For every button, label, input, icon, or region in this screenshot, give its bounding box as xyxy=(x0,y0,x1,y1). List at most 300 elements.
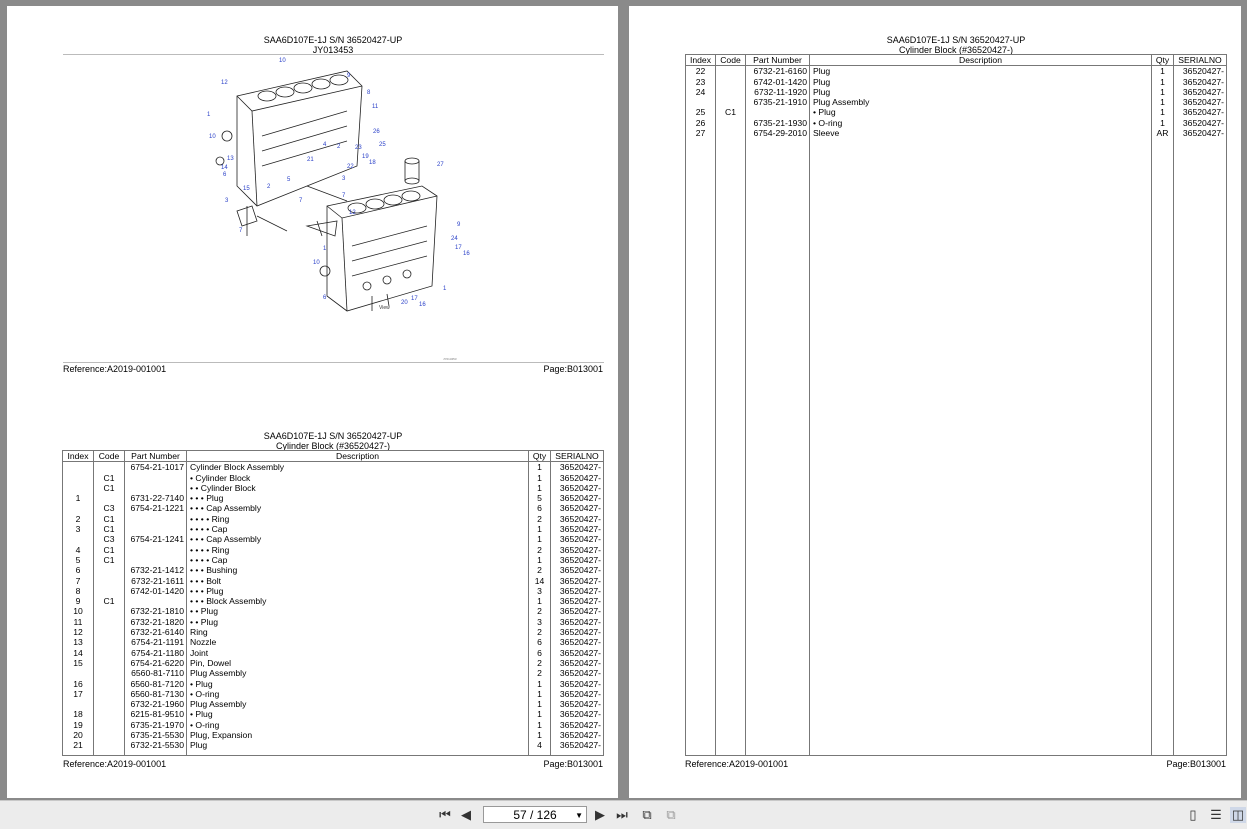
svg-text:14: 14 xyxy=(221,165,228,171)
svg-text:7: 7 xyxy=(342,193,346,199)
cell-description: • • • • Cap xyxy=(187,524,529,534)
table-row xyxy=(63,627,604,637)
cell-description: • • • Cap Assembly xyxy=(187,503,529,513)
cell-code xyxy=(94,586,125,596)
cell-part-number: 6732-21-1810 xyxy=(125,606,187,616)
cell-serialno: 36520427- xyxy=(551,668,604,678)
cell-serialno: 36520427- xyxy=(551,699,604,709)
table-filler xyxy=(63,751,604,756)
table-row xyxy=(63,524,604,534)
table-row xyxy=(63,658,604,668)
table-row xyxy=(63,514,604,524)
cell-qty: 2 xyxy=(529,658,551,668)
cell-serialno: 36520427- xyxy=(551,740,604,750)
cell-description: Plug xyxy=(810,66,1152,77)
svg-text:24: 24 xyxy=(451,236,458,242)
cell-serialno: 36520427- xyxy=(551,565,604,575)
cell-part-number: 6754-21-1191 xyxy=(125,637,187,647)
svg-text:12: 12 xyxy=(221,80,228,86)
cell-index: 8 xyxy=(63,586,94,596)
cell-code xyxy=(94,720,125,730)
svg-text:6: 6 xyxy=(323,295,327,301)
cell-serialno: 36520427- xyxy=(1174,77,1227,87)
cell-code xyxy=(94,668,125,678)
reference-label: Reference:A2019-001001 xyxy=(63,364,167,374)
figure-code-small: JY013453 xyxy=(443,357,457,361)
cell-part-number: 6754-21-1221 xyxy=(125,503,187,513)
cell-serialno: 36520427- xyxy=(551,483,604,493)
table-row xyxy=(63,617,604,627)
cell-serialno: 36520427- xyxy=(551,709,604,719)
svg-text:27: 27 xyxy=(437,162,444,168)
cell-description: Plug Assembly xyxy=(187,699,529,709)
cell-serialno: 36520427- xyxy=(551,720,604,730)
cell-qty: 6 xyxy=(529,503,551,513)
cell-description: Cylinder Block Assembly xyxy=(187,462,529,473)
cell-part-number: 6731-22-7140 xyxy=(125,493,187,503)
cell-index: 4 xyxy=(63,545,94,555)
cell-description: Joint xyxy=(187,648,529,658)
cell-qty: 4 xyxy=(529,740,551,750)
svg-text:17: 17 xyxy=(411,296,418,302)
svg-text:1: 1 xyxy=(323,246,327,252)
cell-description: • Plug xyxy=(187,709,529,719)
cell-index xyxy=(63,534,94,544)
col-code: Code xyxy=(94,451,125,462)
cell-part-number: 6754-21-1180 xyxy=(125,648,187,658)
svg-text:3: 3 xyxy=(225,198,229,204)
col-description: Description xyxy=(810,55,1152,66)
cell-serialno: 36520427- xyxy=(551,555,604,565)
cell-qty: AR xyxy=(1152,128,1174,138)
cell-description: Ring xyxy=(187,627,529,637)
cell-part-number: 6754-29-2010 xyxy=(746,128,810,138)
cell-index xyxy=(63,462,94,473)
svg-text:16: 16 xyxy=(419,302,426,308)
divider xyxy=(63,362,604,363)
cell-serialno: 36520427- xyxy=(551,462,604,473)
cell-serialno: 36520427- xyxy=(551,473,604,483)
col-serialno: SERIALNO xyxy=(551,451,604,462)
cell-description: Plug xyxy=(810,87,1152,97)
cell-code xyxy=(716,66,746,77)
cell-description: • Cylinder Block xyxy=(187,473,529,483)
table-row xyxy=(686,107,1227,117)
cell-code xyxy=(94,730,125,740)
cell-serialno: 36520427- xyxy=(551,524,604,534)
cell-code xyxy=(94,740,125,750)
table-row xyxy=(63,555,604,565)
cell-part-number: 6732-21-6140 xyxy=(125,627,187,637)
cell-qty: 2 xyxy=(529,545,551,555)
cell-qty: 1 xyxy=(529,473,551,483)
cell-description: Plug Assembly xyxy=(810,97,1152,107)
cell-code: C1 xyxy=(94,524,125,534)
cell-code xyxy=(716,87,746,97)
cell-serialno: 36520427- xyxy=(551,658,604,668)
cell-description: • • • Block Assembly xyxy=(187,596,529,606)
cell-index xyxy=(63,483,94,493)
cell-part-number: 6732-21-1611 xyxy=(125,576,187,586)
cell-description: • • • • Ring xyxy=(187,514,529,524)
cell-part-number xyxy=(125,555,187,565)
fit-page-icon[interactable]: ⧉ xyxy=(642,807,652,822)
cell-index: 2 xyxy=(63,514,94,524)
reference-label: Reference:A2019-001001 xyxy=(685,759,789,769)
cell-index: 27 xyxy=(686,128,716,138)
last-page-icon[interactable]: ⏭ xyxy=(616,807,628,822)
table-row xyxy=(63,473,604,483)
cell-qty: 3 xyxy=(529,617,551,627)
table-row xyxy=(686,77,1227,87)
col-qty: Qty xyxy=(1152,55,1174,66)
svg-text:21: 21 xyxy=(307,157,314,163)
svg-text:7: 7 xyxy=(239,228,243,234)
cell-index: 3 xyxy=(63,524,94,534)
svg-text:13: 13 xyxy=(227,156,234,162)
cell-part-number: 6732-11-1920 xyxy=(746,87,810,97)
cell-qty: 1 xyxy=(529,720,551,730)
svg-text:18: 18 xyxy=(369,160,376,166)
document-page-left xyxy=(7,6,618,798)
cell-serialno: 36520427- xyxy=(551,606,604,616)
table-row xyxy=(686,128,1227,138)
cell-serialno: 36520427- xyxy=(1174,66,1227,77)
cell-part-number: 6560-81-7120 xyxy=(125,679,187,689)
cell-part-number xyxy=(125,514,187,524)
cell-description: Sleeve xyxy=(810,128,1152,138)
cell-description: • • • Plug xyxy=(187,493,529,503)
divider xyxy=(63,54,604,55)
cell-code xyxy=(716,118,746,128)
col-serialno: SERIALNO xyxy=(1174,55,1227,66)
cell-part-number: 6742-01-1420 xyxy=(125,586,187,596)
cell-qty: 14 xyxy=(529,576,551,586)
svg-text:12: 12 xyxy=(349,210,356,216)
cell-description: • • Plug xyxy=(187,606,529,616)
cell-qty: 1 xyxy=(529,699,551,709)
cell-part-number: 6732-21-1820 xyxy=(125,617,187,627)
svg-text:1: 1 xyxy=(443,286,447,292)
cell-index: 16 xyxy=(63,679,94,689)
cell-code xyxy=(716,128,746,138)
cell-qty: 2 xyxy=(529,514,551,524)
table-subtitle: Cylinder Block (#36520427-) xyxy=(898,45,1014,55)
cell-description: Plug Assembly xyxy=(187,668,529,678)
cell-index: 5 xyxy=(63,555,94,565)
cell-code: C1 xyxy=(716,107,746,117)
cell-qty: 1 xyxy=(529,689,551,699)
cell-qty: 2 xyxy=(529,668,551,678)
cell-description: • • • Cap Assembly xyxy=(187,534,529,544)
cell-index: 12 xyxy=(63,627,94,637)
page-label: Page:B013001 xyxy=(543,759,603,769)
cell-index: 24 xyxy=(686,87,716,97)
cell-qty: 1 xyxy=(529,679,551,689)
cell-part-number: 6754-21-1241 xyxy=(125,534,187,544)
cell-qty: 1 xyxy=(1152,118,1174,128)
cell-serialno: 36520427- xyxy=(551,679,604,689)
cell-serialno: 36520427- xyxy=(1174,87,1227,97)
cell-description: Pin, Dowel xyxy=(187,658,529,668)
table-row xyxy=(63,730,604,740)
svg-text:1: 1 xyxy=(207,112,211,118)
svg-text:4: 4 xyxy=(323,142,327,148)
table-row xyxy=(686,118,1227,128)
cell-serialno: 36520427- xyxy=(551,503,604,513)
cell-code: C1 xyxy=(94,545,125,555)
cell-serialno: 36520427- xyxy=(551,627,604,637)
svg-text:9: 9 xyxy=(347,73,351,79)
cell-description: • • Plug xyxy=(187,617,529,627)
parts-table xyxy=(685,54,1227,756)
cell-index: 22 xyxy=(686,66,716,77)
page-number-value: 57 / 126 xyxy=(513,808,557,822)
cell-description: • • • Plug xyxy=(187,586,529,596)
cell-description: • O-ring xyxy=(187,720,529,730)
table-row xyxy=(63,534,604,544)
svg-text:26: 26 xyxy=(373,129,380,135)
table-row xyxy=(686,87,1227,97)
svg-text:11: 11 xyxy=(372,104,379,110)
cell-index xyxy=(686,97,716,107)
cell-serialno: 36520427- xyxy=(551,534,604,544)
page-number-select[interactable] xyxy=(483,806,587,823)
continuous-view-icon[interactable]: ☰ xyxy=(1210,807,1222,822)
table-row xyxy=(63,606,604,616)
cell-part-number: 6742-01-1420 xyxy=(746,77,810,87)
cell-description: Plug, Expansion xyxy=(187,730,529,740)
table-row xyxy=(63,679,604,689)
page-label: Page:B013001 xyxy=(543,364,603,374)
cell-index: 1 xyxy=(63,493,94,503)
cell-code xyxy=(716,97,746,107)
cell-description: • O-ring xyxy=(187,689,529,699)
cell-part-number: 6560-81-7130 xyxy=(125,689,187,699)
cell-code: C1 xyxy=(94,596,125,606)
svg-text:20: 20 xyxy=(401,300,408,306)
cell-part-number: 6732-21-6160 xyxy=(746,66,810,77)
cell-description: Nozzle xyxy=(187,637,529,647)
cell-part-number: 6735-21-1910 xyxy=(746,97,810,107)
svg-text:7: 7 xyxy=(299,198,303,204)
svg-text:19: 19 xyxy=(362,154,369,160)
table-subtitle: Cylinder Block (#36520427-) xyxy=(275,441,391,451)
cell-code: C1 xyxy=(94,514,125,524)
cell-part-number xyxy=(746,107,810,117)
cell-index: 10 xyxy=(63,606,94,616)
cell-index: 6 xyxy=(63,565,94,575)
cell-qty: 1 xyxy=(529,555,551,565)
cell-qty: 1 xyxy=(529,462,551,473)
cell-part-number: 6215-81-9510 xyxy=(125,709,187,719)
cell-part-number xyxy=(125,596,187,606)
chevron-down-icon: ▼ xyxy=(575,811,583,820)
cell-description: • • • Bushing xyxy=(187,565,529,575)
svg-text:10: 10 xyxy=(313,260,320,266)
cell-code xyxy=(94,617,125,627)
table-row xyxy=(63,503,604,513)
table-row xyxy=(63,689,604,699)
cell-code: C3 xyxy=(94,503,125,513)
cell-index: 7 xyxy=(63,576,94,586)
cell-qty: 1 xyxy=(529,596,551,606)
col-part-number: Part Number xyxy=(746,55,810,66)
svg-text:3: 3 xyxy=(342,176,346,182)
cell-qty: 1 xyxy=(1152,77,1174,87)
cell-code xyxy=(94,689,125,699)
cell-serialno: 36520427- xyxy=(1174,118,1227,128)
svg-text:10: 10 xyxy=(279,58,286,64)
cell-qty: 2 xyxy=(529,606,551,616)
document-page-right xyxy=(629,6,1241,798)
table-title: SAA6D107E-1J S/N 36520427-UP xyxy=(263,431,403,441)
cell-description: • Plug xyxy=(810,107,1152,117)
parts-table xyxy=(62,450,604,756)
cell-code xyxy=(94,709,125,719)
col-part-number: Part Number xyxy=(125,451,187,462)
cell-qty: 1 xyxy=(529,534,551,544)
cell-code xyxy=(94,658,125,668)
cell-serialno: 36520427- xyxy=(551,617,604,627)
cell-part-number: 6735-21-1970 xyxy=(125,720,187,730)
table-row xyxy=(686,66,1227,77)
cell-qty: 6 xyxy=(529,648,551,658)
cell-code xyxy=(716,77,746,87)
cell-serialno: 36520427- xyxy=(551,586,604,596)
cell-part-number: 6754-21-6220 xyxy=(125,658,187,668)
cell-description: • Plug xyxy=(187,679,529,689)
cell-qty: 6 xyxy=(529,637,551,647)
cell-description: • O-ring xyxy=(810,118,1152,128)
cell-part-number xyxy=(125,483,187,493)
cell-code xyxy=(94,565,125,575)
cell-code: C1 xyxy=(94,483,125,493)
cell-index xyxy=(63,668,94,678)
cell-index: 19 xyxy=(63,720,94,730)
cell-serialno: 36520427- xyxy=(1174,128,1227,138)
col-index: Index xyxy=(63,451,94,462)
cell-serialno: 36520427- xyxy=(1174,107,1227,117)
page-label: Page:B013001 xyxy=(1166,759,1226,769)
svg-text:9: 9 xyxy=(457,222,461,228)
cell-qty: 2 xyxy=(529,627,551,637)
cell-part-number xyxy=(125,545,187,555)
svg-text:8: 8 xyxy=(367,90,371,96)
cell-serialno: 36520427- xyxy=(551,514,604,524)
cell-qty: 1 xyxy=(529,709,551,719)
svg-text:10: 10 xyxy=(209,134,216,140)
cell-part-number: 6560-81-7110 xyxy=(125,668,187,678)
fit-width-icon[interactable]: ⧉ xyxy=(666,807,676,822)
two-page-view-icon[interactable]: ◫ xyxy=(1231,807,1245,822)
cell-code xyxy=(94,493,125,503)
cell-index: 21 xyxy=(63,740,94,750)
cell-qty: 1 xyxy=(529,483,551,493)
cell-index xyxy=(63,473,94,483)
cell-code xyxy=(94,699,125,709)
table-filler xyxy=(686,138,1227,756)
cell-serialno: 36520427- xyxy=(551,545,604,555)
single-page-view-icon[interactable]: ▯ xyxy=(1189,807,1197,822)
cell-index: 14 xyxy=(63,648,94,658)
table-row xyxy=(63,483,604,493)
cell-index: 18 xyxy=(63,709,94,719)
first-page-icon[interactable]: ⏮ xyxy=(439,807,451,822)
table-row xyxy=(63,596,604,606)
col-qty: Qty xyxy=(529,451,551,462)
svg-text:6: 6 xyxy=(223,172,227,178)
cell-serialno: 36520427- xyxy=(551,596,604,606)
cell-index: 23 xyxy=(686,77,716,87)
cell-serialno: 36520427- xyxy=(551,689,604,699)
col-index: Index xyxy=(686,55,716,66)
svg-text:View: View xyxy=(379,305,390,311)
cell-serialno: 36520427- xyxy=(551,730,604,740)
previous-page-icon[interactable]: ◀ xyxy=(461,807,471,822)
diagram-title: SAA6D107E-1J S/N 36520427-UP xyxy=(263,35,403,45)
cell-part-number: 6732-21-5530 xyxy=(125,740,187,750)
svg-text:2: 2 xyxy=(337,144,341,150)
cell-code xyxy=(94,627,125,637)
svg-text:23: 23 xyxy=(355,145,362,151)
svg-text:5: 5 xyxy=(287,177,291,183)
svg-text:16: 16 xyxy=(463,251,470,257)
table-row xyxy=(63,648,604,658)
cell-qty: 1 xyxy=(1152,107,1174,117)
table-row xyxy=(63,586,604,596)
cell-part-number: 6735-21-5530 xyxy=(125,730,187,740)
cell-serialno: 36520427- xyxy=(551,576,604,586)
table-row xyxy=(63,545,604,555)
cell-description: • • • • Ring xyxy=(187,545,529,555)
table-row xyxy=(63,668,604,678)
table-row xyxy=(63,720,604,730)
cell-qty: 5 xyxy=(529,493,551,503)
next-page-icon[interactable]: ▶ xyxy=(595,807,605,822)
cell-serialno: 36520427- xyxy=(551,637,604,647)
cell-description: Plug xyxy=(187,740,529,750)
cell-code xyxy=(94,679,125,689)
table-row xyxy=(63,740,604,750)
col-description: Description xyxy=(187,451,529,462)
cell-index: 11 xyxy=(63,617,94,627)
cell-qty: 1 xyxy=(529,730,551,740)
table-row xyxy=(63,637,604,647)
cell-code xyxy=(94,606,125,616)
cell-index: 20 xyxy=(63,730,94,740)
cell-qty: 3 xyxy=(529,586,551,596)
cell-part-number: 6732-21-1960 xyxy=(125,699,187,709)
exploded-parts-diagram xyxy=(197,56,487,376)
cell-part-number: 6735-21-1930 xyxy=(746,118,810,128)
cell-index xyxy=(63,699,94,709)
cell-code xyxy=(94,576,125,586)
cell-description: Plug xyxy=(810,77,1152,87)
cell-index: 26 xyxy=(686,118,716,128)
svg-text:2: 2 xyxy=(267,184,271,190)
cell-qty: 2 xyxy=(529,565,551,575)
svg-text:25: 25 xyxy=(379,142,386,148)
cell-part-number xyxy=(125,524,187,534)
cell-index: 9 xyxy=(63,596,94,606)
cell-qty: 1 xyxy=(1152,66,1174,77)
cell-code: C1 xyxy=(94,555,125,565)
table-row xyxy=(63,576,604,586)
cell-code xyxy=(94,637,125,647)
svg-text:15: 15 xyxy=(243,186,250,192)
cell-index: 25 xyxy=(686,107,716,117)
